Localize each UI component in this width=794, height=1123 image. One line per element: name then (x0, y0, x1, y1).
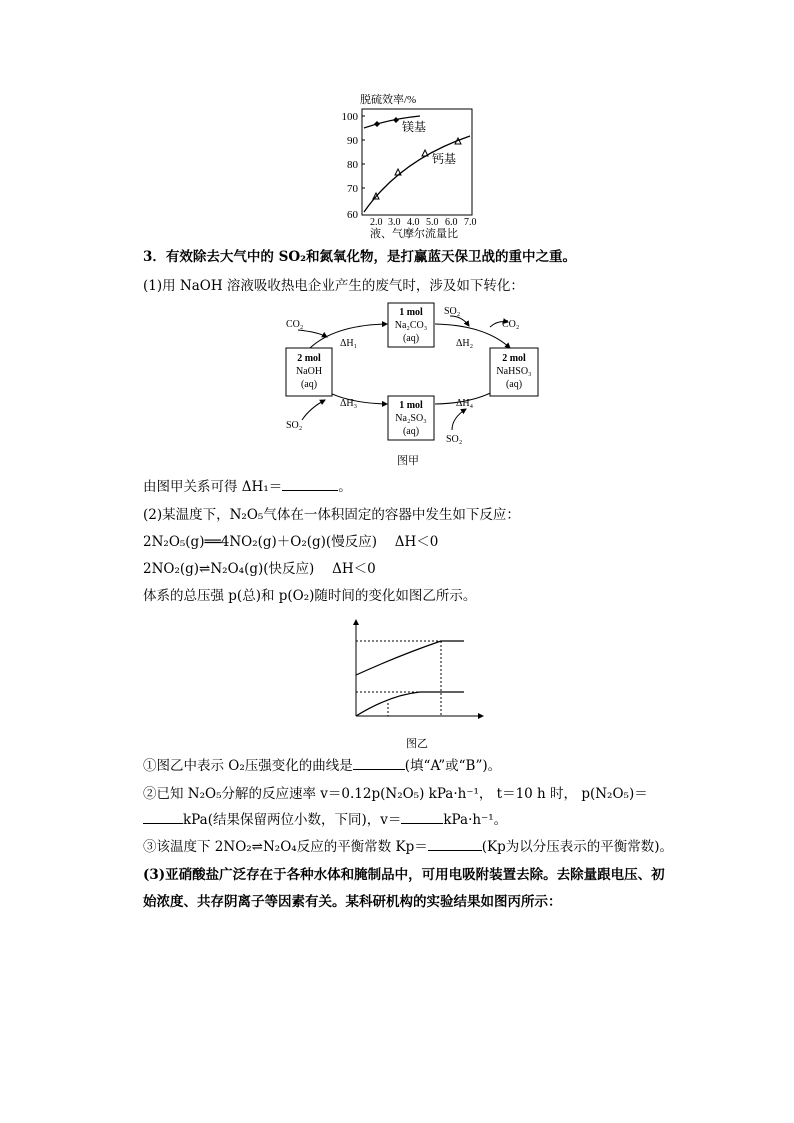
s2-b: kPa(结果保留两位小数，下同)，v＝ (183, 812, 402, 828)
box-naoh-line2: NaOH (295, 366, 323, 377)
series-mg-point (374, 121, 380, 127)
reaction-2: 2NO₂(g)⇌N₂O₄(g)(快反应) ΔH＜0 (143, 561, 376, 577)
p-n2o5-answer-blank[interactable] (143, 811, 183, 824)
sub-question-2-line1: ②已知 N₂O₅分解的反应速率 v＝0.12p(N₂O₅) kPa·h⁻¹， t＝10 h 时， p(N₂O₅)＝ (143, 786, 648, 802)
chart1-ytick: 60 (347, 209, 358, 221)
label-mg: 镁基 (402, 120, 427, 134)
curve-b (356, 692, 464, 716)
sub-question-3 (143, 838, 673, 856)
s3-text: ③该温度下 2NO₂⇌N₂O₄反应的平衡常数 Kp＝ (143, 839, 428, 855)
pressure-chart (330, 610, 500, 750)
chart1-xlabel: 液、气摩尔流量比 (370, 228, 458, 240)
box-na2co3-line2: Na₂CO₃ (394, 320, 428, 331)
chart1-ytick: 90 (347, 135, 358, 147)
chart1-xtick: 2.0 (370, 217, 383, 228)
box-na2so3-line1: 1 mol (399, 400, 423, 411)
s1-answer-blank[interactable] (353, 757, 405, 770)
series-ca-line (364, 136, 470, 212)
s1-end: (填“A”或“B”)。 (404, 758, 502, 774)
label-co2-out: CO₂ (502, 319, 520, 330)
label-ca: 钙基 (432, 152, 457, 166)
chart1-ylabel: 脱硫效率/% (360, 94, 417, 106)
box-naoh-line3: (aq) (300, 379, 318, 390)
chart1-xtick: 3.0 (388, 217, 401, 228)
label-so2-left: SO₂ (286, 420, 303, 431)
series-ca-point (422, 150, 428, 156)
reaction-1: 2N₂O₅(g)══4NO₂(g)＋O₂(g)(慢反应) ΔH＜0 (143, 534, 439, 550)
q3-part3-line1: (3)亚硝酸盐广泛存在于各种水体和腌制品中，可用电吸附装置去除。去除量跟电压、初 (143, 867, 665, 883)
so2-left-arrow (302, 400, 325, 420)
dh-question-end: 。 (338, 479, 352, 495)
chart1-ytick: 100 (341, 111, 358, 123)
s3-end: (Kp为以分压表示的平衡常数)。 (481, 839, 673, 855)
box-na2co3-line1: 1 mol (399, 307, 423, 318)
curve-a (356, 641, 464, 675)
dh-question (143, 478, 352, 496)
q3-part2-desc: 体系的总压强 p(总)和 p(O₂)随时间的变化如图乙所示。 (143, 588, 477, 604)
chart1-xtick: 7.0 (464, 217, 477, 228)
box-nahso3-line3: (aq) (505, 379, 523, 390)
dh-question-text: 由图甲关系可得 ΔH₁＝ (143, 479, 283, 495)
box-na2so3-line3: (aq) (402, 426, 420, 437)
box-nahso3-line1: 2 mol (502, 353, 526, 364)
chart1-xtick: 6.0 (445, 217, 458, 228)
label-co2-in: CO₂ (286, 319, 304, 330)
so2-top-arrow (450, 316, 469, 326)
sub-question-2-line2 (143, 811, 507, 829)
box-na2so3-line2: Na₂SO₃ (395, 413, 427, 424)
dh1-answer-blank[interactable] (282, 478, 338, 491)
box-naoh-line1: 2 mol (297, 353, 321, 364)
conversion-diagram (280, 300, 560, 445)
s1-text: ①图乙中表示 O₂压强变化的曲线是 (143, 758, 353, 774)
caption-yi: 图乙 (406, 737, 428, 750)
q3-part2: (2)某温度下，N₂O₅气体在一体积固定的容器中发生如下反应： (143, 507, 520, 523)
q3-part1: (1)用 NaOH 溶液吸收热电企业产生的废气时，涉及如下转化： (143, 278, 524, 294)
label-dh3: ΔH₃ (340, 398, 358, 409)
chart1-ytick: 70 (347, 183, 358, 195)
kp-answer-blank[interactable] (428, 838, 482, 851)
chart1-xtick: 5.0 (426, 217, 439, 228)
so2-bottom-arrow (452, 409, 466, 430)
series-ca-point (395, 169, 401, 175)
q3-intro: 3．有效除去大气中的 SO₂和氮氧化物，是打赢蓝天保卫战的重中之重。 (143, 249, 577, 265)
caption-jia: 图甲 (397, 454, 419, 467)
series-mg-point (393, 117, 399, 123)
chart1-ytick: 80 (347, 159, 358, 171)
label-dh2: ΔH₂ (456, 338, 474, 349)
label-so2-bottom: SO₂ (446, 434, 463, 445)
co2-in-arrow (298, 330, 327, 337)
box-na2co3-line3: (aq) (402, 333, 420, 344)
s2-c: kPa·h⁻¹。 (443, 812, 508, 828)
desulfurization-chart (330, 90, 490, 240)
sub-question-1 (143, 757, 501, 775)
chart1-xtick: 4.0 (407, 217, 420, 228)
label-dh4: ΔH₄ (456, 398, 474, 409)
rate-answer-blank[interactable] (401, 811, 443, 824)
label-dh1: ΔH₁ (340, 338, 358, 349)
label-so2-top: SO₂ (444, 306, 461, 317)
box-nahso3-line2: NaHSO₃ (496, 366, 532, 377)
q3-part3-line2: 始浓度、共存阴离子等因素有关。某科研机构的实验结果如图丙所示： (143, 894, 562, 910)
